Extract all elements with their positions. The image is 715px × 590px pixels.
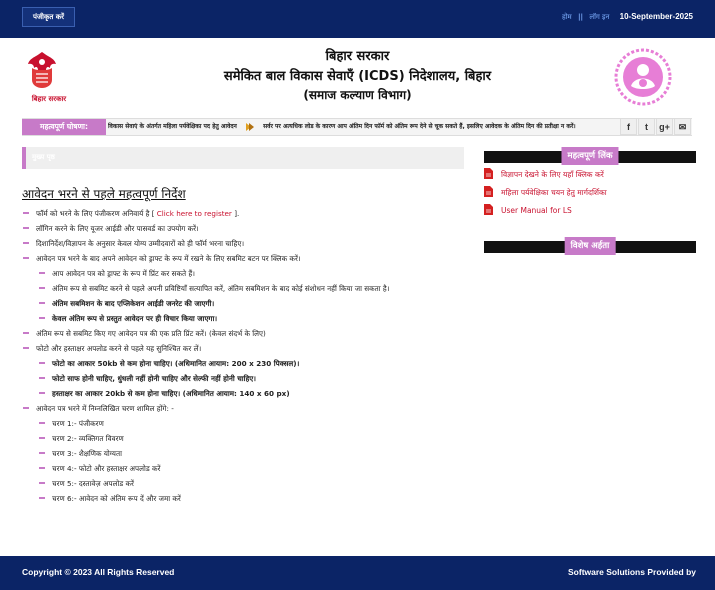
step-item: चरण 1:- पंजीकरण <box>38 416 477 431</box>
register-prefix: फॉर्म को भरने के लिए पंजीकरण अनिवार्य है [ <box>36 209 157 218</box>
department-title: (समाज कल्याण विभाग) <box>303 88 412 102</box>
sub-list <box>22 266 477 326</box>
announcement-item[interactable]: सर्वर पर अत्यधिक लोड के कारण आप अंतिम दिन फॉर्म को अंतिम रूप देने से चूक सकते हैं, इसलिए आवेदक के अंतिम दिन की प्रतीक्षा न करें। <box>263 123 576 130</box>
step-item: चरण 5:- दस्तावेज़ अपलोड करें <box>38 476 477 491</box>
google-plus-icon[interactable]: g+ <box>656 118 673 135</box>
list-item: अंतिम रूप से सबमिट किए गए आवेदन पत्र की एक प्रति प्रिंट करें। (केवल संदर्भ के लिए) <box>22 326 477 341</box>
govt-title: बिहार सरकार <box>325 49 390 64</box>
sidebar-link[interactable] <box>484 168 696 186</box>
special-qualification-header <box>484 241 696 253</box>
sidebar-link[interactable] <box>484 204 696 222</box>
instructions-heading: आवेदन भरने से पहले महत्वपूर्ण निर्देश <box>22 187 186 201</box>
list-item: फोटो का आकार 50kb से कम होना चाहिए। (अधिमानित आयाम: 200 x 230 पिक्सल)। <box>38 356 477 371</box>
sidebar-link[interactable] <box>484 186 696 204</box>
breadcrumb <box>22 147 464 169</box>
list-item: फोटो साफ होनी चाहिए, धुंधली नहीं होनी चाहिए और सेल्फी नहीं होनी चाहिए। <box>38 371 477 386</box>
register-link[interactable]: Click here to register <box>156 209 232 218</box>
current-date: 10-September-2025 <box>619 12 693 21</box>
bihar-emblem-icon <box>24 50 60 90</box>
step-item: चरण 3:- शैक्षणिक योग्यता <box>38 446 477 461</box>
social-links <box>620 118 691 135</box>
home-link[interactable]: होम <box>562 13 572 21</box>
list-item: अंतिम रूप से सबमिट करने से पहले अपनी प्रविष्टियाँ सत्यापित करें, अंतिम सबमिशन के बाद कोई संशोधन नहीं किया जा सकता है। <box>38 281 477 296</box>
list-item: फोटो और हस्ताक्षर अपलोड करने से पहले यह सुनिश्चित कर लें। <box>22 341 477 356</box>
top-links <box>562 12 693 22</box>
step-item: चरण 6:- आवेदन को अंतिम रूप दें और जमा करें <box>38 491 477 506</box>
announcement-item[interactable]: विकास सेवाएं के अंतर्गत महिला पर्यवेक्षिका पद हेतु आवेदन <box>108 123 237 130</box>
top-bar <box>0 0 715 38</box>
logo-caption: बिहार सरकार <box>31 95 67 103</box>
advertisement-link[interactable]: विज्ञापन देखने के लिए यहाँ क्लिक करें <box>501 170 604 179</box>
steps-list <box>22 416 477 506</box>
pdf-icon <box>484 204 493 215</box>
instructions-list <box>22 206 477 506</box>
icds-logo-icon <box>612 46 674 108</box>
important-links <box>484 168 696 222</box>
copyright-text: Copyright © 2023 All Rights Reserved <box>22 567 175 577</box>
facebook-icon[interactable]: f <box>620 118 637 135</box>
bihar-govt-logo[interactable] <box>24 50 74 106</box>
list-item: आवेदन पत्र भरने में निम्नलिखित चरण शामिल होंगे: - <box>22 401 477 416</box>
special-qualification-title: विशेष अर्हता <box>565 237 616 255</box>
breadcrumb-accent <box>22 147 26 169</box>
register-suffix: ]. <box>231 209 240 218</box>
important-links-header <box>484 151 696 163</box>
announcement-ticker[interactable] <box>108 119 622 135</box>
arrow-bullet-icon <box>245 122 255 132</box>
list-item: लॉगिन करने के लिए यूजर आईडी और पासवर्ड का उपयोग करें। <box>22 221 477 236</box>
link-separator: || <box>577 13 584 21</box>
user-manual-link[interactable]: User Manual for LS <box>501 206 572 215</box>
announcement-label: महत्वपूर्ण घोषणा: <box>22 119 106 135</box>
directorate-title: समेकित बाल विकास सेवाएँ (ICDS) निदेशालय, बिहार <box>223 69 492 84</box>
list-item: अंतिम सबमिशन के बाद एप्लिकेशन आईडी जनरेट की जाएगी। <box>38 296 477 311</box>
pdf-icon <box>484 168 493 179</box>
register-button[interactable]: पंजीकृत करें <box>22 7 75 27</box>
list-item: केवल अंतिम रूप से प्रस्तुत आवेदन पर ही विचार किया जाएगा। <box>38 311 477 326</box>
breadcrumb-home[interactable]: मुख्य पृष्ठ <box>32 153 55 161</box>
list-item <box>22 206 477 221</box>
list-item: हस्ताक्षर का आकार 20kb से कम होना चाहिए। (अधिमानित आयाम: 140 x 60 px) <box>38 386 477 401</box>
step-item: चरण 2:- व्यक्तिगत विवरण <box>38 431 477 446</box>
list-item: आवेदन पत्र भरने के बाद अपने आवेदन को ड्राफ्ट के रूप में रखने के लिए सबमिट बटन पर क्लिक करें। <box>22 251 477 266</box>
twitter-icon[interactable]: t <box>638 118 655 135</box>
announcement-bar <box>22 118 692 136</box>
provided-by-text: Software Solutions Provided by <box>568 567 696 577</box>
guideline-link[interactable]: महिला पर्यवेक्षिका चयन हेतु मार्गदर्शिका <box>501 188 607 197</box>
site-header <box>0 38 715 114</box>
important-links-title: महत्वपूर्ण लिंक <box>561 147 618 165</box>
site-footer <box>0 556 715 590</box>
login-link[interactable]: लॉग इन <box>589 13 610 21</box>
email-icon[interactable]: ✉ <box>674 118 691 135</box>
list-item: दिशानिर्देश/विज्ञापन के अनुसार केवल योग्य उम्मीदवारों को ही फॉर्म भरना चाहिए। <box>22 236 477 251</box>
pdf-icon <box>484 186 493 197</box>
list-item: आप आवेदन पत्र को ड्राफ्ट के रूप में प्रिंट कर सकते हैं। <box>38 266 477 281</box>
step-item: चरण 4:- फोटो और हस्ताक्षर अपलोड करें <box>38 461 477 476</box>
header-titles <box>150 46 565 103</box>
sub-list <box>22 356 477 401</box>
